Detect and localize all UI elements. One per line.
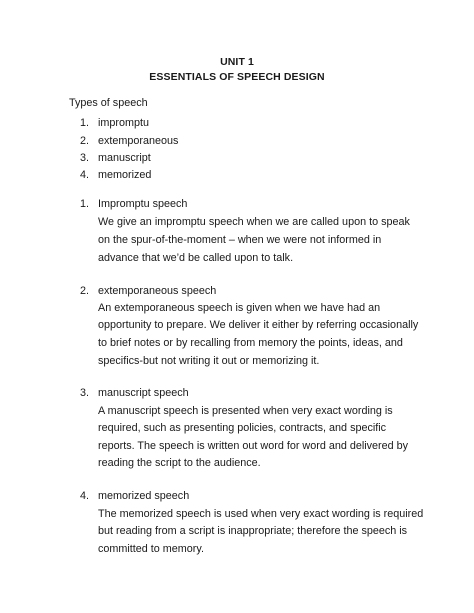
unit-label: UNIT 1 [220,56,254,68]
section-body-line: reading the script to the audience. [98,457,261,469]
types-item-number: 4. [80,169,90,181]
types-intro: Types of speech [69,97,148,109]
section-body-line: specifics-but not writing it out or memorizing it. [98,355,320,367]
section-body-line: The memorized speech is used when very exact wording is required [98,508,424,520]
section-heading: extemporaneous speech [98,285,217,297]
section-number: 4. [80,490,90,502]
section-body-line: but reading from a script is inappropriate; therefore the speech is [98,525,408,537]
section-body-line: A manuscript speech is presented when very exact wording is [98,405,393,417]
section-body-line: required, such as presenting policies, contracts, and specific [98,422,387,434]
section-body-line: opportunity to prepare. We deliver it either by referring occasionally [98,319,419,331]
types-item-label: impromptu [98,117,150,129]
types-item-label: memorized [98,169,152,181]
types-item-number: 1. [80,117,90,129]
section-body-line: We give an impromptu speech when we are called upon to speak [98,216,410,228]
section-number: 2. [80,285,90,297]
section-heading: Impromptu speech [98,198,188,210]
types-item-number: 3. [80,152,90,164]
section-body-line: reports. The speech is written out word for word and delivered by [98,440,409,452]
document-title: ESSENTIALS OF SPEECH DESIGN [149,71,325,83]
section-number: 1. [80,198,90,210]
section-number: 3. [80,387,90,399]
types-item-number: 2. [80,135,90,147]
types-item-label: manuscript [98,152,151,164]
section-body-line: An extemporaneous speech is given when we have had an [98,302,381,314]
types-item-label: extemporaneous [98,135,179,147]
section-heading: manuscript speech [98,387,189,399]
section-body-line: advance that we’d be called upon to talk. [98,252,294,264]
section-body-line: committed to memory. [98,543,204,555]
section-body-line: on the spur-of-the-moment – when we were not informed in [98,234,382,246]
section-heading: memorized speech [98,490,190,502]
section-body-line: to brief notes or by recalling from memory the points, ideas, and [98,337,403,349]
